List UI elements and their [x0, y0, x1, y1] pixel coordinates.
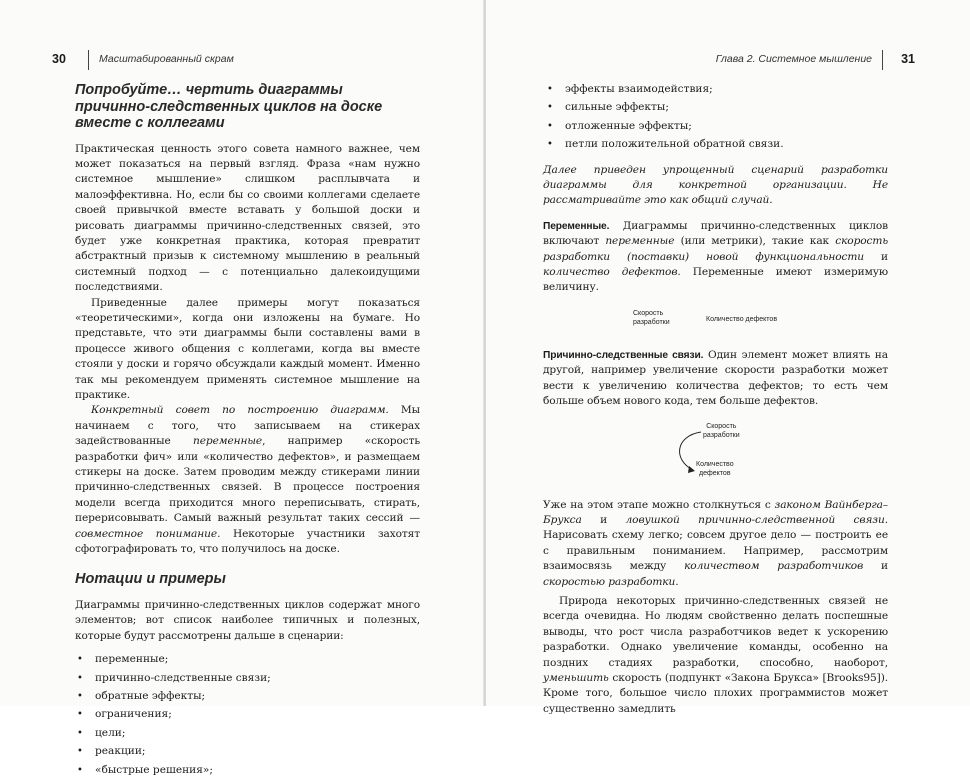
heading-notations: Нотации и примеры	[75, 571, 226, 588]
causal-text: Один элемент может влиять на другой, например увеличение скорости разработки может вести к увеличению количества дефектов; то есть чем больше объем нового кода, тем больше дефектов.	[543, 348, 888, 408]
nature-text-b: скорость (подпункт «Закона Брукса» [Brooks95]). Кроме того, большое число плохих программистов может существенно замедлить	[543, 671, 888, 715]
concrete-advice-text-a: Мы начинаем с того, что записываем на стикерах задействованные	[75, 404, 420, 448]
brooks-text-b: и	[581, 513, 626, 526]
left-text-column	[75, 82, 420, 781]
brooks-text-c: . Нарисовать схему легко; совсем другое дело — построить ее с правильным пониманием. Например, рассмотрим взаимосвязь между	[543, 513, 888, 573]
left-page	[0, 0, 484, 776]
paragraph-nature-of-links	[543, 594, 888, 717]
heading-try-diagrams: Попробуйте… чертить диаграммы причинно-следственных циклов на доске вместе с коллегами	[75, 82, 383, 131]
diagram1-speed-line2: разработки	[633, 318, 670, 326]
brooks-italic-4: скоростью разработки	[543, 575, 676, 588]
paragraph-variables	[543, 219, 888, 296]
diagram1-defects-label: Количество дефектов	[706, 315, 778, 323]
paragraph-weinberg-brooks	[543, 498, 888, 590]
diagram1-speed-line1: Скорость	[633, 309, 664, 317]
paragraph-practical-value: Практическая ценность этого совета намного важнее, чем может показаться на первый взгляд. Фраза «нам нужно системное мышление» слишком расплывчата и малоэффективна. Но, если бы со своими коллегами сделаете своей привычкой вместе вставать у большой доски и рисовать диаграммы причинно-следственных связей, это будет уже конкретная практика, которая превратит абстрактный призыв к системному мышлению в реальный системный подход — с потенциально далекоидущими последствиями.	[75, 142, 420, 294]
brooks-italic-3: количеством разработчиков	[684, 560, 864, 573]
list-item: • петли положительной обратной связи.	[565, 137, 888, 152]
list-item: • реакции;	[95, 744, 420, 759]
diagram2-defects-line2: дефектов	[699, 469, 731, 477]
left-running-title: Масштабированный скрам	[99, 53, 234, 65]
list-item: • эффекты взаимодействия;	[565, 82, 888, 97]
brooks-italic-1: законом Вайнберга–Брукса	[543, 498, 889, 526]
right-text-column	[543, 82, 888, 717]
list-item: • цели;	[95, 726, 420, 741]
concrete-advice-shared: совместное понимание	[75, 527, 218, 540]
concrete-advice-variables: переменные	[193, 435, 263, 448]
paragraph-examples: Приведенные далее примеры могут показаться «теоретическими», когда они изложены на бумаге. Но представьте, что эти диаграммы были составлены вами в процессе живого общения с коллегами, когда вы вместе стояли у доски и горячо обсуждали каждый момент. Именно так мы рекомендуем применять системное мышление на практике.	[75, 296, 420, 401]
left-page-number: 30	[52, 52, 66, 66]
causal-lead: Причинно-следственные связи.	[543, 349, 704, 361]
variables-text-a: Диаграммы причинно-следственных циклов включают	[543, 219, 888, 248]
paragraph-scenario-intro: Далее приведен упрощенный сценарий разработки диаграммы для конкретной организации. Не рассматривайте это как общий случай.	[543, 163, 888, 207]
concrete-advice-lead: Конкретный совет по построению диаграмм.	[91, 404, 389, 417]
list-item: • отложенные эффекты;	[565, 119, 888, 134]
paragraph-causal-links	[543, 348, 888, 410]
right-running-title: Глава 2. Системное мышление	[715, 53, 872, 65]
diagram2-defects-line1: Количество	[696, 460, 734, 468]
causal-diagram	[543, 416, 888, 490]
variables-lead: Переменные.	[543, 220, 610, 232]
list-item: • переменные;	[95, 652, 420, 667]
elements-bullet-list	[75, 652, 420, 778]
right-running-head	[518, 50, 928, 72]
diagram1-speed-label	[633, 309, 670, 327]
diagram2-speed-line2: разработки	[703, 431, 740, 439]
list-item: • «быстрые решения»;	[95, 763, 420, 778]
right-page-number: 31	[901, 52, 915, 66]
concrete-advice-text-c: . Некоторые участники захотят сфотографировать то, что получилось на доске.	[75, 527, 420, 556]
paragraph-elements-list-intro: Диаграммы причинно-следственных циклов содержат много элементов; вот список наиболее типичных и полезных, которые будут рассмотрены дальше в сценарии:	[75, 598, 420, 642]
brooks-text-d: и	[863, 560, 888, 573]
concrete-advice-text-b: , например «скорость разработки фич» или «количество дефектов», и размещаем стикеры на доске. Затем проводим между стикерами линии причинно-следственных связей. В процессе построения модели всегда приходится много переписывать, стирать, перерисовывать. Самый важный результат таких сессий —	[75, 435, 421, 525]
list-item: • сильные эффекты;	[565, 100, 888, 115]
variables-diagram	[543, 304, 888, 342]
list-item: • ограничения;	[95, 707, 420, 722]
list-item: • причинно-следственные связи;	[95, 671, 420, 686]
brooks-italic-2: ловушкой причинно-следственной связи	[625, 513, 885, 526]
variables-italic-3: количество дефектов	[543, 266, 678, 279]
diagram2-defects-label	[696, 460, 734, 478]
brooks-text-e: .	[675, 575, 679, 588]
brooks-text-a: Уже на этом этапе можно столкнуться с	[543, 498, 775, 511]
variables-italic-2: скорость разработки (поставки) новой функциональности	[543, 235, 888, 263]
nature-text-a: Природа некоторых причинно-следственных связей не всегда очевидна. Но людям свойственно делать поспешные выводы, что рост числа разработчиков ведет к ускорению разработки. Однако увеличение команды, особенно на поздних стадиях разработки, способно, наоборот,	[543, 594, 888, 669]
variables-text-d: . Переменные имеют измеримую величину.	[543, 266, 888, 294]
left-running-head	[52, 50, 452, 72]
variables-italic-1: переменные	[605, 235, 675, 248]
variables-text-b: (или метрики), такие как	[674, 235, 836, 248]
right-head-rule	[882, 50, 883, 70]
variables-text-c: и	[864, 250, 888, 263]
list-item: • обратные эффекты;	[95, 689, 420, 704]
diagram2-speed-line1: Скорость	[706, 422, 737, 430]
causal-arrow-head	[688, 466, 695, 473]
paragraph-concrete-advice	[75, 403, 420, 557]
nature-italic: уменьшить	[543, 671, 609, 684]
left-head-rule	[88, 50, 89, 70]
elements-bullet-list-continued	[543, 82, 888, 153]
